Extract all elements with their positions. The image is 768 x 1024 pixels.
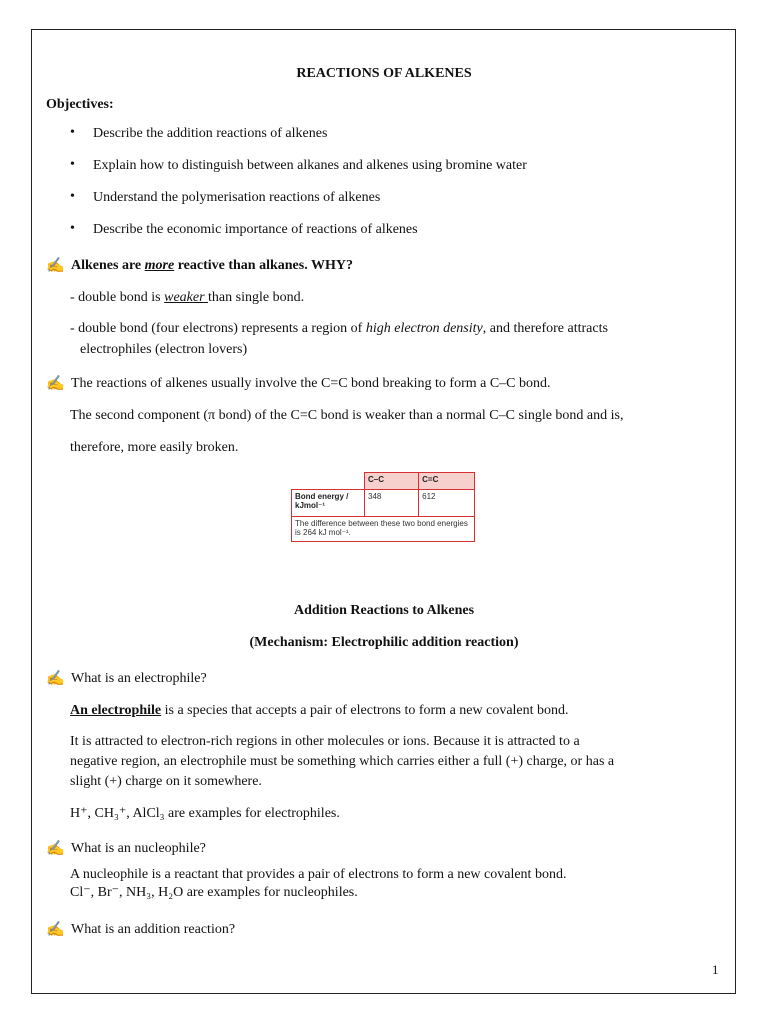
objectives-heading: Objectives: — [46, 97, 114, 112]
nucleophile-definition: A nucleophile is a reactant that provides a pair of electrons to form a new covalent bond. — [70, 867, 567, 882]
objective-item: Describe the economic importance of reactions of alkenes — [93, 222, 418, 237]
objective-item: Understand the polymerisation reactions of alkenes — [93, 190, 381, 205]
reactivity-point-2: - double bond (four electrons) represents a region of high electron density, and therefore attracts — [70, 321, 608, 336]
page-number: 1 — [712, 962, 719, 977]
addition-heading: Addition Reactions to Alkenes — [293, 603, 475, 618]
bullet: • — [70, 189, 75, 204]
bond-header-single: C–C — [365, 473, 419, 490]
electrophile-examples: H⁺, CH₃⁺, AlCl₃ are examples for electrophiles. — [70, 806, 340, 821]
bond-note: The difference between these two bond energies is 264 kJ mol⁻¹. — [292, 517, 475, 542]
bond-header-double: C=C — [419, 473, 475, 490]
breaking-line-1: The reactions of alkenes usually involve the C=C bond breaking to form a C–C bond. — [71, 376, 551, 391]
bullet: • — [70, 221, 75, 236]
writing-hand-icon: ✍ — [46, 376, 65, 392]
nucleophile-question: What is an nucleophile? — [71, 841, 206, 856]
addition-subheading: (Mechanism: Electrophilic addition reaction) — [249, 635, 519, 650]
writing-hand-icon: ✍ — [46, 258, 65, 274]
addition-reaction-question: What is an addition reaction? — [71, 922, 236, 937]
breaking-line-2: The second component (π bond) of the C=C bond is weaker than a normal C–C single bond and is, — [70, 408, 624, 423]
electrophile-definition: An electrophile is a species that accepts a pair of electrons to form a new covalent bond. — [70, 703, 569, 718]
nucleophile-examples: Cl⁻, Br⁻, NH₃, H₂O are examples for nucleophiles. — [70, 885, 358, 900]
bullet: • — [70, 125, 75, 140]
reactivity-point-1: - double bond is weaker than single bond. — [70, 290, 305, 305]
bond-energy-table — [291, 472, 475, 555]
bond-row-label: Bond energy / kJmol⁻¹ — [292, 490, 365, 517]
writing-hand-icon: ✍ — [46, 671, 65, 687]
objective-item: Explain how to distinguish between alkanes and alkenes using bromine water — [93, 158, 527, 173]
bond-value-single: 348 — [365, 490, 419, 517]
electrophile-para-3: slight (+) charge on it somewhere. — [70, 774, 262, 789]
reactivity-point-2-cont: electrophiles (electron lovers) — [80, 342, 248, 357]
reactivity-question: Alkenes are more reactive than alkanes. WHY? — [71, 258, 353, 273]
page-title: REACTIONS OF ALKENES — [296, 66, 472, 81]
bullet: • — [70, 157, 75, 172]
objective-item: Describe the addition reactions of alkenes — [93, 126, 328, 141]
electrophile-para-1: It is attracted to electron-rich regions in other molecules or ions. Because it is attracted to a — [70, 734, 580, 749]
electrophile-para-2: negative region, an electrophile must be something which carries either a full (+) charge, or has a — [70, 754, 615, 769]
electrophile-question: What is an electrophile? — [71, 671, 207, 686]
bond-value-double: 612 — [419, 490, 475, 517]
breaking-line-3: therefore, more easily broken. — [70, 440, 239, 455]
writing-hand-icon: ✍ — [46, 922, 65, 938]
writing-hand-icon: ✍ — [46, 841, 65, 857]
